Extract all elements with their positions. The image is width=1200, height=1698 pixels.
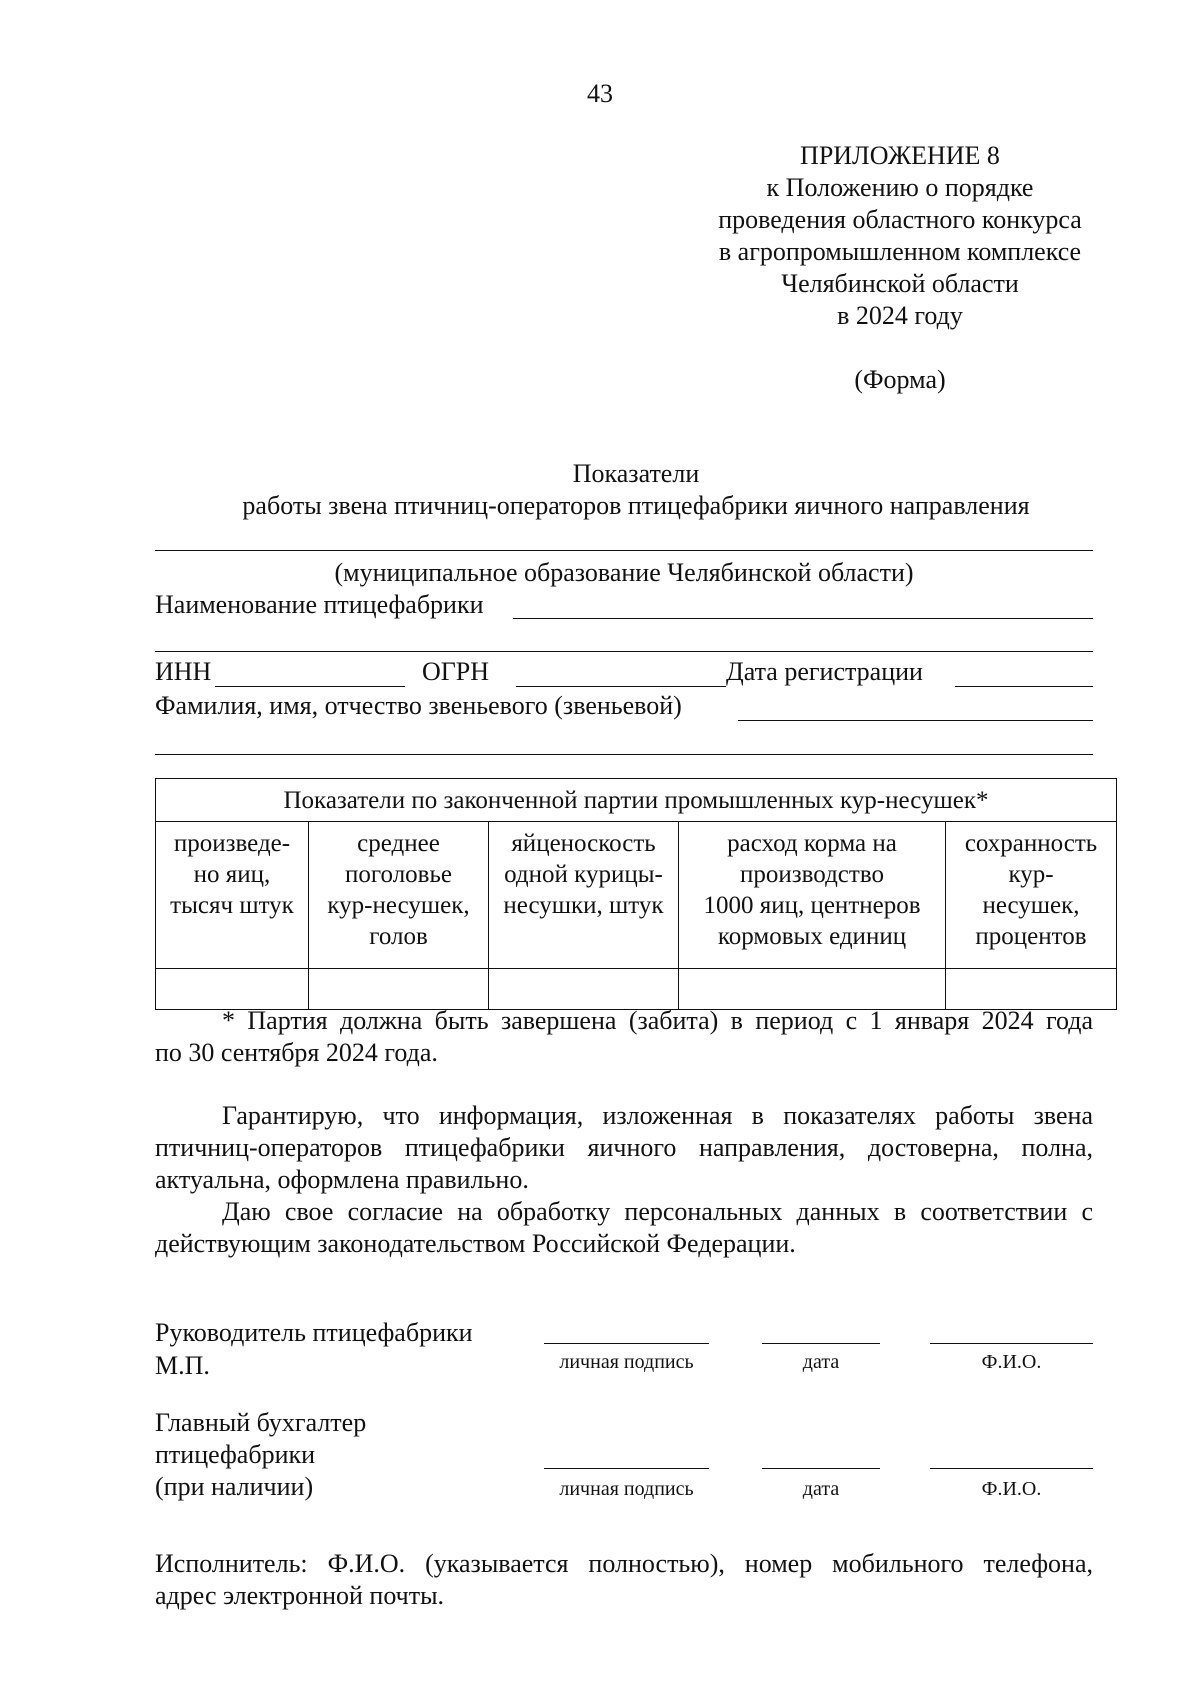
municipality-caption: (муниципальное образование Челябинской области) — [334, 558, 914, 587]
inn-field[interactable] — [215, 686, 405, 687]
leader-name-field[interactable] — [738, 720, 1093, 721]
consent-line: действующим законодательством Российской Федерации. — [155, 1229, 796, 1258]
accountant-signature-field[interactable] — [544, 1468, 709, 1469]
appendix-line: к Положению о порядке — [766, 173, 1034, 202]
head-signatory-label: Руководитель птицефабрики — [155, 1318, 473, 1347]
heading-subtitle: работы звена птичниц-операторов птицефабрики яичного направления — [242, 491, 1030, 520]
input-cell-survival-rate[interactable] — [946, 969, 1117, 1010]
name-caption: Ф.И.О. — [981, 1478, 1042, 1500]
column-header-egg-yield: яйценоскость одной курицы- несушки, штук — [489, 822, 679, 969]
date-caption: дата — [802, 1478, 840, 1500]
guarantee-line: птичниц-операторов птицефабрики яичного направления, достоверна, полна, — [155, 1133, 1093, 1162]
leader-label: Фамилия, имя, отчество звеньевого (звеньевой) — [155, 691, 682, 720]
factory-name-label: Наименование птицефабрики — [155, 590, 484, 619]
ogrn-field[interactable] — [516, 686, 726, 687]
appendix-line: в 2024 году — [837, 301, 963, 330]
column-header-feed-consumption: расход корма на производство 1000 яиц, центнеров кормовых единиц — [679, 822, 946, 969]
accountant-date-field[interactable] — [762, 1468, 880, 1469]
appendix-title: ПРИЛОЖЕНИЕ 8 — [800, 141, 1000, 170]
appendix-line: Челябинской области — [781, 269, 1019, 298]
signature-caption: личная подпись — [559, 1478, 694, 1500]
input-cell-average-stock[interactable] — [309, 969, 489, 1010]
head-signature-field[interactable] — [544, 1343, 709, 1344]
municipality-field-line[interactable] — [155, 550, 1093, 551]
signature-caption: личная подпись — [559, 1351, 694, 1373]
executor-line: Исполнитель: Ф.И.О. (указывается полностью), номер мобильного телефона, — [155, 1549, 1093, 1578]
accountant-name-field[interactable] — [930, 1468, 1093, 1469]
table-title: Показатели по законченной партии промышленных кур-несушек* — [156, 779, 1117, 822]
column-header-average-stock: среднее поголовье кур-несушек, голов — [309, 822, 489, 969]
input-cell-eggs-produced[interactable] — [156, 969, 309, 1010]
name-caption: Ф.И.О. — [981, 1351, 1042, 1373]
inn-label: ИНН — [155, 657, 212, 686]
accountant-label: птицефабрики — [155, 1440, 316, 1469]
stamp-label: М.П. — [155, 1351, 210, 1380]
column-header-eggs-produced: произведе- но яиц, тысяч штук — [156, 822, 309, 969]
footnote-line: * Партия должна быть завершена (забита) в период с 1 января 2024 года — [222, 1006, 1093, 1035]
factory-name-field[interactable] — [513, 618, 1093, 619]
reg-date-label: Дата регистрации — [726, 657, 923, 686]
table-row — [156, 969, 1117, 1010]
reg-date-field[interactable] — [955, 686, 1093, 687]
head-date-field[interactable] — [762, 1343, 880, 1344]
guarantee-line: актуальна, оформлена правильно. — [155, 1165, 529, 1194]
form-label: (Форма) — [854, 365, 946, 394]
input-cell-egg-yield[interactable] — [489, 969, 679, 1010]
column-header-survival-rate: сохранность кур- несушек, процентов — [946, 822, 1117, 969]
consent-line: Даю свое согласие на обработку персональных данных в соответствии с — [222, 1197, 1093, 1226]
executor-line: адрес электронной почты. — [155, 1581, 445, 1610]
page-number: 43 — [587, 79, 613, 108]
accountant-label: Главный бухгалтер — [155, 1408, 367, 1437]
heading-title: Показатели — [572, 459, 700, 488]
accountant-label: (при наличии) — [155, 1472, 314, 1501]
appendix-line: в агропромышленном комплексе — [718, 237, 1082, 266]
date-caption: дата — [802, 1351, 840, 1373]
appendix-line: проведения областного конкурса — [718, 205, 1082, 234]
footnote-line: по 30 сентября 2024 года. — [155, 1038, 438, 1067]
factory-name-field-cont[interactable] — [155, 651, 1093, 652]
input-cell-feed-consumption[interactable] — [679, 969, 946, 1010]
leader-name-field-cont[interactable] — [155, 754, 1093, 755]
head-name-field[interactable] — [930, 1343, 1093, 1344]
indicators-table — [155, 778, 1117, 1010]
guarantee-line: Гарантирую, что информация, изложенная в показателях работы звена — [222, 1101, 1093, 1130]
ogrn-label: ОГРН — [422, 657, 490, 686]
